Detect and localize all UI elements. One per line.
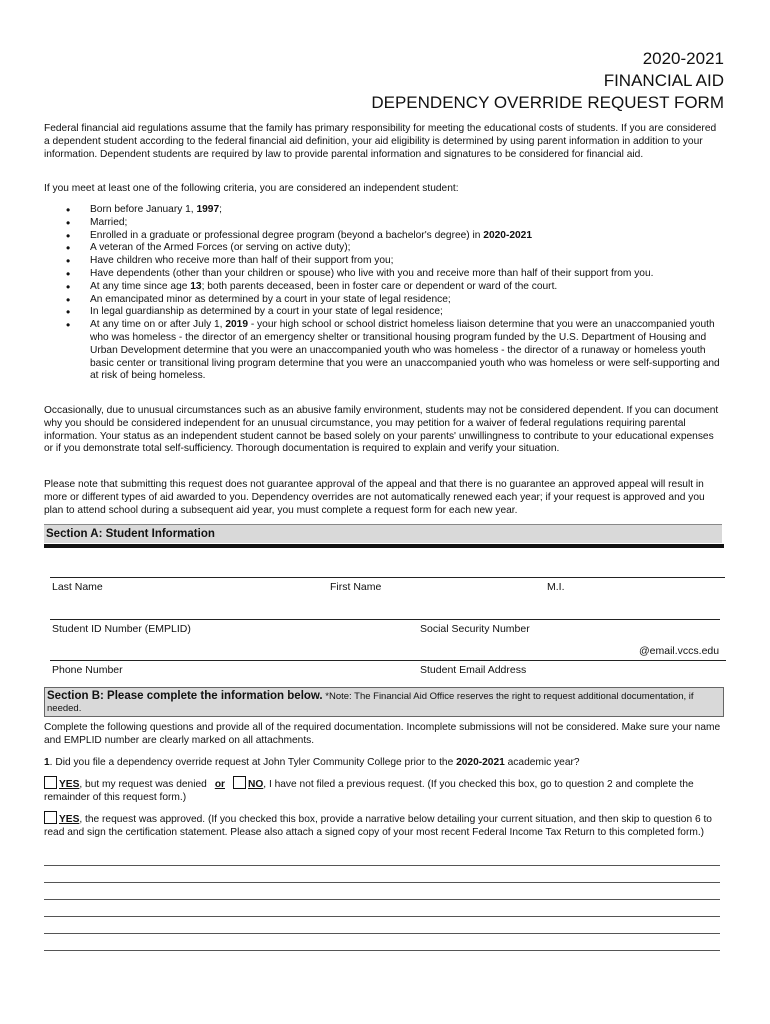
section-a-header: Section A: Student Information <box>44 524 722 543</box>
narrative-line-4[interactable] <box>44 916 720 917</box>
section-b-title: Section B: Please complete the information below. <box>47 690 323 702</box>
section-b-instructions: Complete the following questions and provide all of the required documentation. Incomplete submissions will not be considered. Make sure your name and EMPLID number are clearly marked on all attachments. <box>44 722 721 746</box>
list-item: • An emancipated minor as determined by a court in your state of legal residence; <box>66 294 726 307</box>
last-name-label: Last Name <box>52 581 103 593</box>
yes-approved-checkbox[interactable] <box>44 811 57 824</box>
narrative-line-2[interactable] <box>44 882 720 883</box>
no-label: NO <box>248 779 264 790</box>
list-item: • Born before January 1, 1997; <box>66 204 726 217</box>
title-financial-aid: FINANCIAL AID <box>603 71 724 90</box>
phone-label: Phone Number <box>52 664 123 676</box>
student-id-label: Student ID Number (EMPLID) <box>52 623 191 635</box>
section-divider <box>44 544 724 548</box>
ssn-label: Social Security Number <box>420 623 530 635</box>
no-checkbox[interactable] <box>233 776 246 789</box>
please-note-paragraph: Please note that submitting this request does not guarantee approval of the appeal and that there is no guarantee an approved appeal will result in more or different types of aid awarded to you. Dependency overrides are not automatically renewed each year; if your request is approved and you plan to attend school during a subsequent aid year, you must complete a request form for each new year. <box>44 479 705 516</box>
list-item: • Enrolled in a graduate or professional degree program (beyond a bachelor's degree) in 2020-2021 <box>66 230 726 243</box>
form-title <box>371 48 724 114</box>
narrative-line-1[interactable] <box>44 865 720 866</box>
narrative-line-3[interactable] <box>44 899 720 900</box>
mi-label: M.I. <box>547 581 565 593</box>
id-line <box>50 619 720 620</box>
email-label: Student Email Address <box>420 664 527 676</box>
unusual-circumstances-paragraph: Occasionally, due to unusual circumstances such as an abusive family environment, students may not be considered dependent. If you can document why you should be considered independent for an unusual circumstance, you may petition for a waiver of federal regulations requiring parental information. Your status as an independent student cannot be based solely on your parents' unwillingness to contribute to your educational expenses or if you demonstrate total self-sufficiency. Thorough documentation is required to explain and verify your situation. <box>44 405 719 455</box>
email-domain: @email.vccs.edu <box>639 645 720 657</box>
list-item: • A veteran of the Armed Forces (or serving on active duty); <box>66 242 726 255</box>
list-item: • Have dependents (other than your children or spouse) who live with you and receive more than half of their support from you. <box>66 268 726 281</box>
or-label: or <box>214 779 225 790</box>
name-line <box>50 577 725 578</box>
yes-denied-label: YES <box>59 779 80 790</box>
title-form-name: DEPENDENCY OVERRIDE REQUEST FORM <box>371 93 724 112</box>
section-b-note: *Note: The Financial Aid Office reserves the right to request additional documentation, if needed. <box>47 691 694 714</box>
criteria-list <box>66 204 726 383</box>
contact-line <box>50 660 726 661</box>
narrative-line-6[interactable] <box>44 950 720 951</box>
title-year: 2020-2021 <box>642 49 724 68</box>
yes-denied-checkbox[interactable] <box>44 776 57 789</box>
question-1: 1. Did you file a dependency override request at John Tyler Community College prior to the 2020-2021 academic year? <box>44 757 580 768</box>
first-name-label: First Name <box>330 581 382 593</box>
list-item: • Have children who receive more than half of their support from you; <box>66 255 726 268</box>
list-item: • In legal guardianship as determined by a court in your state of legal residence; <box>66 306 726 319</box>
list-item: • At any time since age 13; both parents deceased, been in foster care or dependent or ward of the court. <box>66 281 726 294</box>
narrative-line-5[interactable] <box>44 933 720 934</box>
criteria-lead: If you meet at least one of the following criteria, you are considered an independent student: <box>44 183 459 194</box>
intro-paragraph: Federal financial aid regulations assume that the family has primary responsibility for meeting the educational costs of students. If you are considered a dependent student according to the federal financial aid definition, your aid eligibility is determined by using parent information in addition to your information. Dependent students are required by law to provide parental information and signatures to be considered for financial aid. <box>44 123 717 160</box>
section-b-header <box>44 687 724 717</box>
list-item: • Married; <box>66 217 726 230</box>
list-item: • At any time on or after July 1, 2019 - your high school or school district homeless liaison determine that you were an unaccompanied youth who was homeless - the director of an emergency shelter or transitional housing program funded by the U.S. Department of Housing and Urban Development determine that you were an unaccompanied youth who was homeless - the director of a runaway or homeless youth basic center or transitional living program determine that you were an unaccompanied youth who was homeless or were self-supporting and at risk of being homeless. <box>66 319 726 383</box>
yes-approved-label: YES <box>59 814 80 825</box>
q1-options-row: YES, but my request was denied or NO, I have not filed a previous request. (If you checked this box, go to question 2 and complete the remainder of this request form.) <box>44 776 724 805</box>
q1-approved-row: YES, the request was approved. (If you checked this box, provide a narrative below detailing your current situation, and then skip to question 6 to read and sign the certification statement. Please also attach a signed copy of your most recent Federal Income Tax Return to this completed form.) <box>44 811 724 840</box>
